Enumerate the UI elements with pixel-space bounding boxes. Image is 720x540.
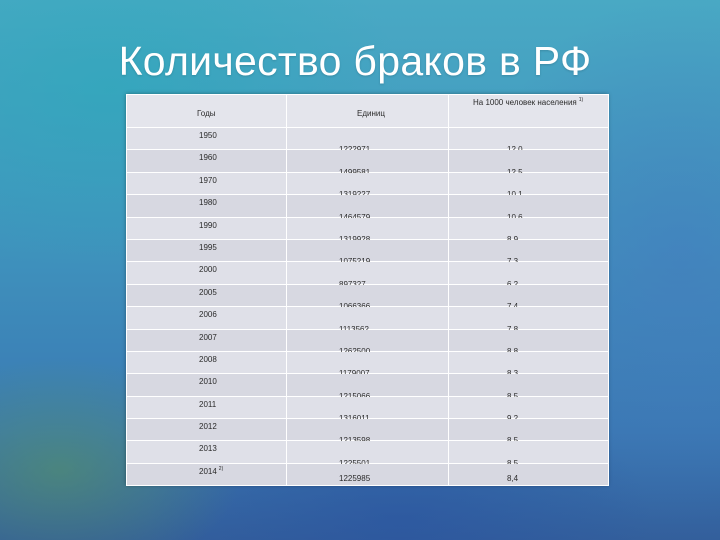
rate-cell [449, 195, 609, 217]
year-value: 2000 [199, 265, 217, 275]
rate-cell [449, 441, 609, 463]
units-cell [287, 150, 449, 172]
units-cell [287, 419, 449, 441]
year-footnote: 2) [218, 465, 224, 472]
table-row [127, 195, 609, 217]
rate-value: 8,4 [507, 474, 519, 484]
year-cell [127, 284, 287, 306]
table-row [127, 374, 609, 396]
year-cell [127, 374, 287, 396]
rate-cell [449, 463, 609, 485]
year-value-wrap [199, 176, 217, 185]
units-cell [287, 441, 449, 463]
year-cell [127, 307, 287, 329]
units-cell [287, 239, 449, 261]
year-value: 2005 [199, 287, 217, 297]
units-cell [287, 128, 449, 150]
rate-cell [449, 172, 609, 194]
units-cell [287, 195, 449, 217]
rate-cell [449, 217, 609, 239]
table-row [127, 351, 609, 373]
table-row [127, 441, 609, 463]
table-body [127, 128, 609, 486]
year-cell [127, 195, 287, 217]
header-rate [473, 98, 583, 107]
rate-cell [449, 262, 609, 284]
table-row [127, 307, 609, 329]
year-value-wrap [199, 333, 217, 342]
year-value: 2013 [199, 444, 217, 454]
header-rate-label: На 1000 человек населения [473, 98, 577, 107]
year-value-wrap [199, 131, 217, 140]
units-cell [287, 374, 449, 396]
rate-cell [449, 329, 609, 351]
year-cell [127, 262, 287, 284]
units-cell [287, 463, 449, 485]
year-value-wrap [199, 198, 217, 207]
year-cell [127, 217, 287, 239]
year-value: 2010 [199, 377, 217, 387]
year-value-wrap [199, 243, 217, 252]
table-row [127, 284, 609, 306]
year-cell [127, 441, 287, 463]
rate-cell [449, 374, 609, 396]
table-row [127, 463, 609, 485]
table-row [127, 217, 609, 239]
table-row [127, 239, 609, 261]
table-row [127, 150, 609, 172]
year-value: 1970 [199, 175, 217, 185]
table-row [127, 262, 609, 284]
year-value-wrap [199, 265, 217, 274]
year-value: 1980 [199, 198, 217, 208]
year-value: 2012 [199, 422, 217, 432]
year-value-wrap [199, 288, 217, 297]
units-value: 1225985 [339, 474, 371, 484]
year-cell [127, 128, 287, 150]
year-value-wrap [199, 355, 217, 364]
rate-cell [449, 239, 609, 261]
table-row [127, 396, 609, 418]
year-cell [127, 329, 287, 351]
year-value-wrap [199, 467, 223, 476]
year-cell [127, 396, 287, 418]
year-value-wrap [199, 377, 217, 386]
year-cell [127, 351, 287, 373]
year-value: 2007 [199, 332, 217, 342]
header-rate-footnote: 1) [578, 97, 584, 103]
units-cell [287, 262, 449, 284]
rate-cell [449, 396, 609, 418]
rate-cell [449, 351, 609, 373]
year-value: 1950 [199, 131, 217, 140]
year-value: 2011 [199, 399, 217, 409]
rate-cell [449, 307, 609, 329]
slide-title: Количество браков в РФ [118, 38, 592, 84]
header-units-cell [287, 95, 449, 128]
units-cell [287, 217, 449, 239]
units-cell [287, 307, 449, 329]
marriages-table [126, 94, 609, 486]
year-value: 1990 [199, 220, 217, 230]
year-value-wrap [199, 153, 217, 162]
table-header-row [127, 95, 609, 128]
year-value-wrap [199, 221, 217, 230]
marriages-table-container [126, 94, 608, 485]
year-cell [127, 463, 287, 485]
units-cell [287, 329, 449, 351]
units-cell [287, 284, 449, 306]
units-cell [287, 172, 449, 194]
year-value-wrap [199, 422, 217, 431]
header-years-cell [127, 95, 287, 128]
rate-cell [449, 284, 609, 306]
header-rate-cell [449, 95, 609, 128]
year-value: 2006 [199, 310, 217, 320]
header-units: Единиц [357, 109, 385, 118]
year-value-wrap [199, 444, 217, 453]
rate-cell [449, 419, 609, 441]
year-value-wrap [199, 400, 216, 409]
units-cell [287, 396, 449, 418]
year-value: 2014 [199, 466, 217, 476]
table-row [127, 128, 609, 150]
table-row [127, 419, 609, 441]
year-cell [127, 239, 287, 261]
header-years: Годы [197, 109, 216, 118]
year-value-wrap [199, 310, 217, 319]
year-value: 1995 [199, 242, 217, 252]
year-value: 2008 [199, 354, 217, 364]
year-cell [127, 150, 287, 172]
year-cell [127, 419, 287, 441]
year-cell [127, 172, 287, 194]
table-row [127, 172, 609, 194]
units-cell [287, 351, 449, 373]
table-row [127, 329, 609, 351]
rate-cell [449, 128, 609, 150]
year-value: 1960 [199, 153, 217, 163]
rate-cell [449, 150, 609, 172]
